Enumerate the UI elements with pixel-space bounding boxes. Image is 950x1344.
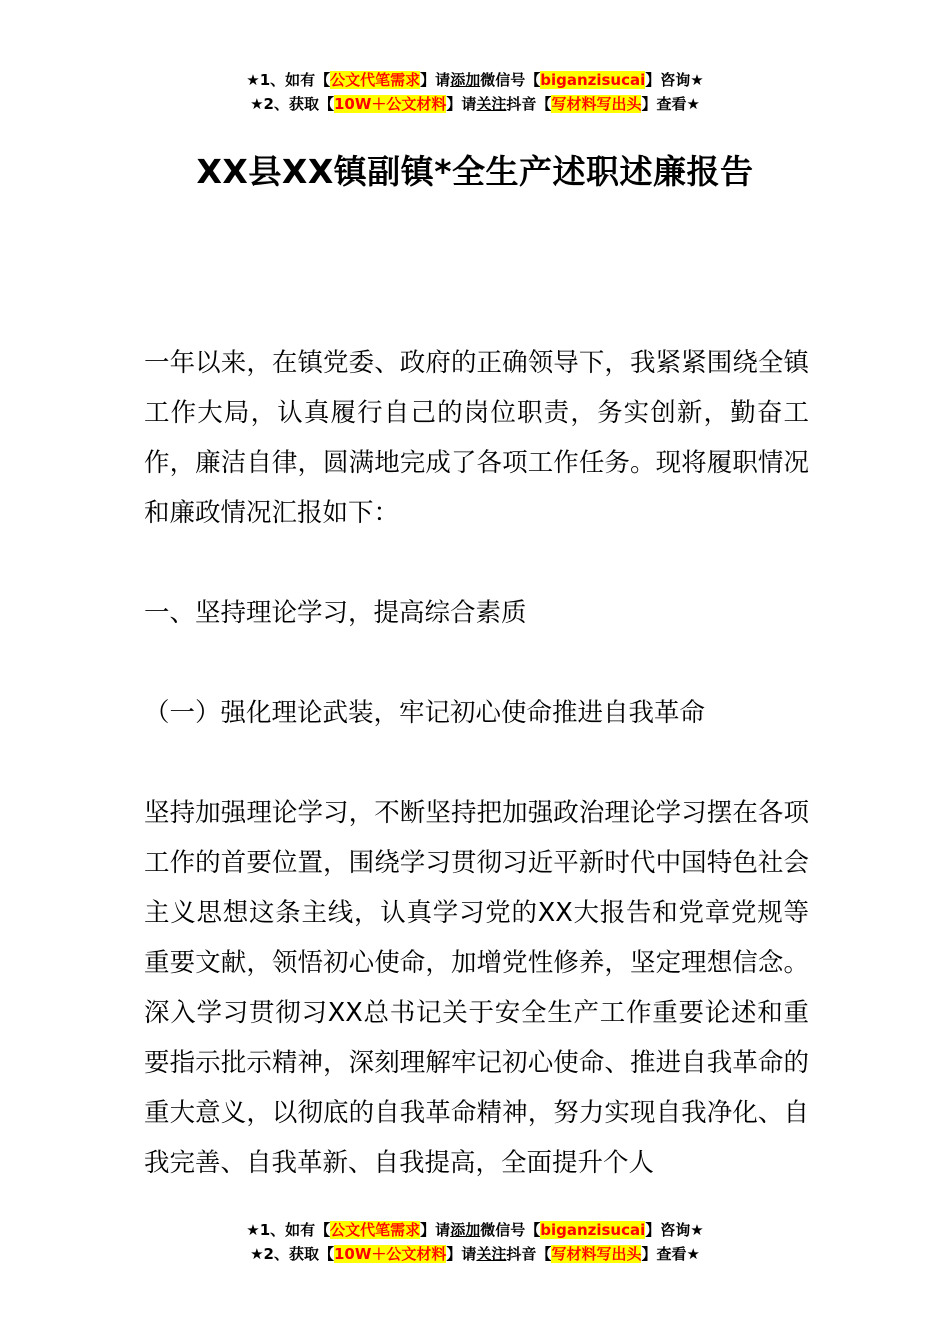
promo-banner-bottom (0, 1218, 950, 1266)
promo-text: 】查看★ (641, 95, 700, 113)
promo-text: 】咨询★ (645, 1221, 704, 1239)
intro-paragraph: 一年以来，在镇党委、政府的正确领导下，我紧紧围绕全镇工作大局，认真履行自己的岗位职责，务实创新，勤奋工作，廉洁自律，圆满地完成了各项工作任务。现将履职情况和廉政情况汇报如下： (144, 348, 809, 528)
subsection-heading: （一）强化理论武装，牢记初心使命推进自我革命 (144, 698, 706, 728)
promo-highlight: biganzisucai (540, 1221, 646, 1239)
promo-highlight: biganzisucai (540, 71, 646, 89)
body-paragraph: 坚持加强理论学习，不断坚持把加强政治理论学习摆在各项工作的首要位置，围绕学习贯彻习近平新时代中国特色社会主义思想这条主线，认真学习党的XX大报告和党章党规等重要文献，领悟初心使命，加增党性修养，坚定理想信念。深入学习贯彻习XX总书记关于安全生产工作重要论述和重要指示批示精神，深刻理解牢记初心使命、推进自我革命的重大意义，以彻底的自我革命精神，努力实现自我净化、自我完善、自我革新、自我提高，全面提升个人 (144, 798, 809, 1178)
promo-text: ★1、如有【 (246, 71, 331, 89)
promo-underlined: 关注 (476, 1245, 507, 1263)
promo-line-1 (0, 1218, 950, 1242)
promo-underlined: 添加 (450, 71, 481, 89)
promo-text: 】请 (420, 71, 451, 89)
promo-underlined: 关注 (476, 95, 507, 113)
promo-text: 】请 (446, 95, 477, 113)
promo-highlight: 10W＋公文材料 (333, 1245, 447, 1263)
promo-text: 】查看★ (641, 1245, 700, 1263)
paragraph-gap (144, 738, 809, 788)
paragraph-gap (144, 538, 809, 588)
promo-underlined: 添加 (450, 1221, 481, 1239)
promo-highlight: 公文代笔需求 (330, 1221, 421, 1239)
promo-text: 微信号【 (480, 71, 541, 89)
promo-line-1 (0, 68, 950, 92)
promo-text: 】请 (420, 1221, 451, 1239)
promo-text: 抖音【 (506, 95, 552, 113)
promo-highlight: 写材料写出头 (551, 95, 642, 113)
promo-highlight: 公文代笔需求 (330, 71, 421, 89)
document-body (144, 338, 809, 1188)
promo-line-2 (0, 1242, 950, 1266)
promo-text: 抖音【 (506, 1245, 552, 1263)
promo-text: 】请 (446, 1245, 477, 1263)
section-heading: 一、坚持理论学习，提高综合素质 (144, 598, 527, 628)
promo-line-2 (0, 92, 950, 116)
promo-banner-top (0, 68, 950, 116)
promo-highlight: 写材料写出头 (551, 1245, 642, 1263)
paragraph-gap (144, 638, 809, 688)
document-title: XX县XX镇副镇*全生产述职述廉报告 (196, 152, 754, 191)
promo-text: 】咨询★ (645, 71, 704, 89)
promo-text: ★2、获取【 (250, 95, 334, 113)
promo-text: ★2、获取【 (250, 1245, 334, 1263)
promo-highlight: 10W＋公文材料 (333, 95, 447, 113)
promo-text: 微信号【 (480, 1221, 541, 1239)
promo-text: ★1、如有【 (246, 1221, 331, 1239)
